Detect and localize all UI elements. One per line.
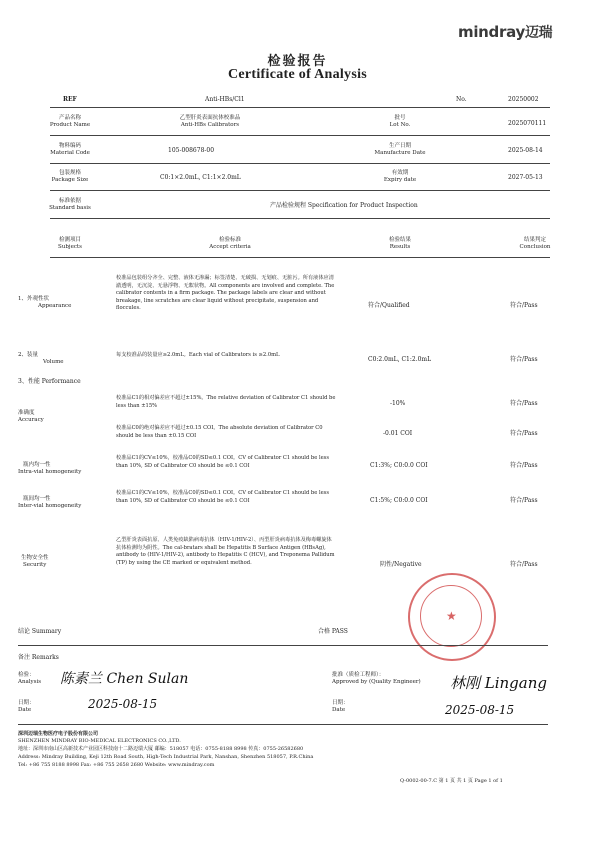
no-label: No. <box>456 96 467 103</box>
material-code-label: 物料编码 Material Code <box>50 143 90 156</box>
standard-basis-label: 标准依据 Standard basis <box>49 198 91 211</box>
date-right-handwritten: 2025-08-15 <box>445 703 515 717</box>
ref-label: REF <box>63 96 77 103</box>
header-subjects: 检测项目 Subjects <box>58 237 82 250</box>
conclusion-accuracy-c1: 符合/Pass <box>510 400 538 407</box>
performance-label: 3、性能 Performance <box>18 378 81 385</box>
conclusion-intra-vial: 符合/Pass <box>510 462 538 469</box>
product-name-label: 产品名称 Product Name <box>49 115 91 128</box>
subject-inter-vial: 瓶间均一性 Inter-vial homogeneity <box>18 496 82 509</box>
ref-value: Anti-HBs/Cl1 <box>205 96 245 103</box>
conclusion-appearance: 符合/Pass <box>510 302 538 309</box>
subject-accuracy: 准确度 Accuracy <box>18 410 44 423</box>
material-code-value: 105-008678-00 <box>168 147 215 154</box>
result-appearance: 符合/Qualified <box>368 302 410 309</box>
footer-company-en: SHENZHEN MINDRAY BIO-MEDICAL ELECTRONICS CO.,LTD. <box>18 738 181 744</box>
result-accuracy-c0: -0.01 COI <box>383 430 413 437</box>
conclusion-inter-vial: 符合/Pass <box>510 497 538 504</box>
criteria-security: 乙型肝炎表面抗原、人类免疫缺陷病毒抗体（HIV-1/HIV-2）、丙型肝炎病毒抗体及梅毒螺旋体抗体检测均为阴性。The cal-bratars shall be Hepatitis B Surface Antigen (HBsAg), antibody to (HIV-1/HIV-2), antibody to Hepatitis C (HCV), and Treponema Pallidum (TP) by using the CE marked or equivalent method. <box>116 537 335 566</box>
logo-text-en: mindray <box>458 23 525 41</box>
divider <box>50 163 550 164</box>
divider <box>18 724 548 725</box>
logo-text-cn: 迈瑞 <box>524 25 553 41</box>
criteria-accuracy-c0: 校准品C0的绝对偏差应不超过±0.15 COI。The absolute deviation of Calibrator C0 should be less than ±0.15 COI <box>116 425 323 439</box>
criteria-accuracy-c1: 校准品C1的相对偏差应不超过±15%。The relative deviation of Calibrator C1 should be less than ±15% <box>116 395 336 409</box>
product-name-value: 乙型肝炎表面抗体校准品 Anti-HBs Calibrators <box>179 115 241 128</box>
subject-volume: 2、装量 Volume <box>18 352 64 365</box>
conclusion-security: 符合/Pass <box>510 561 538 568</box>
result-intra-vial: C1:3%; C0:0.0 COI <box>370 462 428 469</box>
conclusion-accuracy-c0: 符合/Pass <box>510 430 538 437</box>
subject-intra-vial: 瓶内均一性 Intra-vial homogeneity <box>18 462 82 475</box>
package-size-label: 包装规格 Package Size <box>51 170 89 183</box>
footer-company-cn: 深圳迈瑞生物医疗电子股份有限公司 <box>18 731 99 737</box>
approved-signature: 林刚 Lingang <box>450 674 547 692</box>
manufacture-date-value: 2025-08-14 <box>508 147 543 154</box>
subject-appearance: 1、外观性状 Appearance <box>18 296 72 309</box>
result-volume: C0:2.0mL, C1:2.0mL <box>368 356 432 363</box>
result-accuracy-c1: -10% <box>390 400 406 407</box>
result-inter-vial: C1:5%; C0:0.0 COI <box>370 497 428 504</box>
footer-address-en: Address: Mindray Building, Keji 12th Road South, High-Tech Industrial Park, Nanshan, Shenzhen 518057, P.R.China <box>18 754 314 760</box>
summary-value: 合格 PASS <box>318 628 348 635</box>
quality-stamp: ★ <box>408 573 496 661</box>
criteria-intra-vial: 校准品C1的CV≤10%，校准品C0的SD≤0.1 COI。CV of Calibrator C1 should be less than 10%, SD of Calibrator C0 should be ≤0.1 COI <box>116 455 330 469</box>
title-cn: 检验报告 <box>267 54 328 69</box>
summary-label: 结论 Summary <box>18 628 62 635</box>
approved-label: 批准（质检工程师）： Approved by (Quality Engineer) <box>332 672 421 685</box>
document-number: Q-0002-00-7.C 第 1 页 共 1 页 Page 1 of 1 <box>400 778 503 784</box>
brand-logo <box>458 22 552 42</box>
manufacture-date-label: 生产日期 Manufacture Date <box>374 143 426 156</box>
divider <box>50 190 550 191</box>
divider <box>50 107 550 108</box>
analysis-label: 检验： Analysis <box>18 672 42 685</box>
footer-contact: Tel: +86 755 8188 8998 Fax: +86 755 2658 2680 Website: www.mindray.com <box>18 762 215 768</box>
standard-basis-value: 产品检验规程 Specification for Product Inspection <box>270 202 418 209</box>
divider <box>18 645 548 646</box>
lot-no-value: 2025070111 <box>508 120 547 127</box>
result-security: 阴性/Negative <box>380 561 422 568</box>
header-results: 检验结果 Results <box>388 237 411 250</box>
divider <box>50 257 550 258</box>
title-en: Certificate of Analysis <box>227 67 368 82</box>
date-label-left: 日期： Date <box>18 700 35 713</box>
footer-address-cn: 地址：深圳市南山区高新技术产业园区科技南十二路迈瑞大厦 邮编：518057 电话：0755-8188 8998 传真：0755-26582680 <box>18 746 304 752</box>
divider <box>50 135 550 136</box>
expiry-date-label: 有效期 Expiry date <box>383 170 417 183</box>
header-conclusion: 结果判定 Conclusion <box>519 237 551 250</box>
package-size-value: C0:1×2.0mL, C1:1×2.0mL <box>160 174 241 181</box>
subject-security: 生物安全性 Security <box>21 555 49 568</box>
criteria-appearance: 校准品包装组分齐全、完整、液体无渗漏；标签清楚、无破损、无划痕、无脏污。所有液体应清澈透明，无沉淀、无悬浮物、无絮状物。All components are involved and complete. The calibrator contents in a firm package. The package labels are clear and without breakage, line scratches are clear liquid without precipitate, suspension and floccules. <box>116 275 335 312</box>
conclusion-volume: 符合/Pass <box>510 356 538 363</box>
date-left-handwritten: 2025-08-15 <box>88 697 158 711</box>
criteria-inter-vial: 校准品C1的CV≤10%，校准品C0的SD≤0.1 COI。CV of Calibrator C1 should be less than 10%, SD of Calibrator C0 should be ≤0.1 COI <box>116 490 330 504</box>
lot-no-label: 批号 Lot No. <box>389 115 411 128</box>
analysis-signature: 陈素兰 Chen Sulan <box>60 671 189 687</box>
header-criteria: 检验标准 Accept criteria <box>209 237 251 250</box>
no-value: 20250002 <box>508 96 539 103</box>
date-label-right: 日期： Date <box>332 700 349 713</box>
remarks-label: 备注 Remarks <box>18 654 59 661</box>
criteria-volume: 每支校准品的装量应≥2.0mL。Each vial of Calibrators is ≥2.0mL <box>116 352 280 358</box>
divider <box>50 218 550 219</box>
expiry-date-value: 2027-05-13 <box>508 174 543 181</box>
